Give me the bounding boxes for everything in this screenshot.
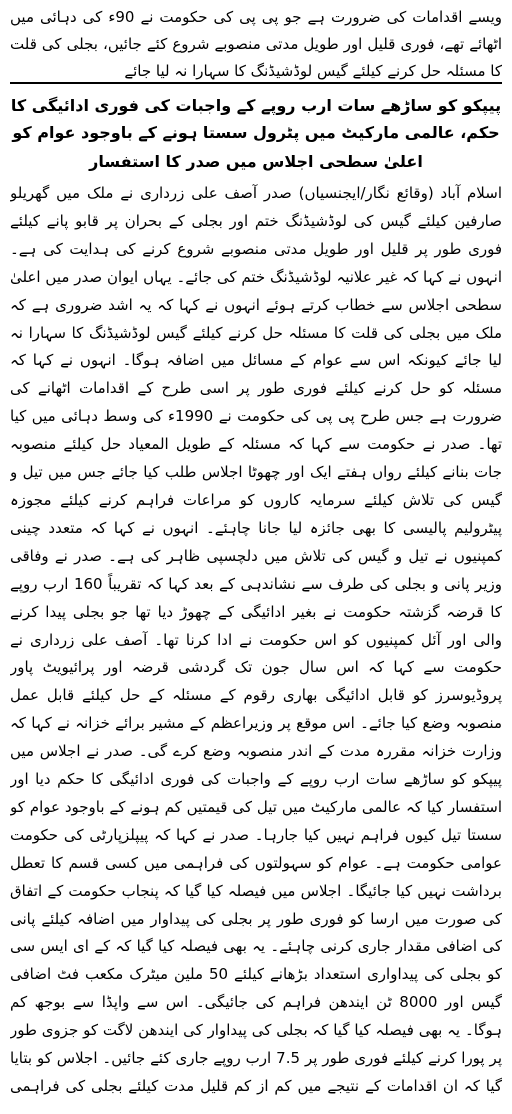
subheadline: اعلیٰ سطحی اجلاس میں صدر کا استفسار — [89, 152, 423, 171]
lead-paragraph: ویسے اقدامات کی ضرورت ہے جو پی پی کی حکومت نے 90ء کی دہائی میں اٹھائے تھے، فوری قلیل اور طویل مدتی منصوبے شروع کئے جائیں، بجلی کی قلت کا مسئلہ حل کرنے کیلئے گیس لوڈشیڈنگ کا سہارا نہ لیا جائے — [10, 8, 502, 80]
article-body — [10, 180, 502, 1098]
divider-rule — [10, 82, 502, 84]
headline: پیپکو کو ساڑھے سات ارب روپے کے واجبات کی فوری ادائیگی کا حکم، عالمی مارکیٹ میں پٹرول سستا ہونے کے باوجود عوام کو — [10, 96, 502, 142]
article-body-text: اسلام آباد (وقائع نگار/ایجنسیاں) صدر آصف علی زرداری نے ملک میں گھریلو صارفین کیلئے گیس کی لوڈشیڈنگ ختم اور بجلی کے بحران پر قابو پانے کیلئے فوری طور پر قلیل اور طویل مدتی منصوبے شروع کرنے کی ہدایت کی ہے۔ انہوں نے کہا کہ غیر علانیہ لوڈشیڈنگ ختم کی جائے۔ یہاں ایوان صدر میں اعلیٰ سطحی اجلاس سے خطاب کرتے ہوئے انہوں نے کہا کہ یہ اشد ضروری ہے کہ ملک میں بجلی کی قلت کا مسئلہ حل کرنے کیلئے گیس لوڈشیڈنگ کا سہارا نہ لیا جائے کیونکہ اس سے عوام کے مسائل میں اضافہ ہوگا۔ انہوں نے کہا کہ مسئلہ کو حل کرنے کیلئے فوری طور پر اسی طرح کے اقدامات اٹھانے کی ضرورت ہے جس طرح پی پی کی حکومت نے 1990ء کی وسط دہائی میں کیا تھا۔ صدر نے حکومت سے کہا کہ مسئلہ کے طویل المعیاد حل کیلئے منصوبہ جات بنانے کیلئے رواں ہفتے ایک اور چھوٹا اجلاس طلب کیا جائے جس میں تیل و گیس کی تلاش کیلئے سرمایہ کاروں کو مراعات فراہم کرنے کیلئے مجوزہ پیٹرولیم پالیسی کا بھی جائزہ لیا جانا چاہئے۔ انہوں نے کہا کہ متعدد چینی کمپنیوں نے تیل و گیس کی تلاش میں دلچسپی ظاہر کی ہے۔ صدر نے وفاقی وزیر پانی و بجلی کی طرف سے نشاندہی کے بعد کہا کہ تقریباً 160 ارب روپے کا قرضہ گزشتہ حکومت نے بغیر ادائیگی کے چھوڑ دیا تھا جو بجلی پیدا کرنے والی اور آئل کمپنیوں کو اس حکومت نے ادا کرنا تھا۔ آصف علی زرداری نے حکومت سے کہا کہ اس سال جون تک گردشی قرضہ اور پرائیویٹ پاور پروڈیوسرز کو قابل ادائیگی بھاری رقوم کے مسئلہ کے حل کیلئے قابل عمل منصوبہ وضع کیا جائے۔ اس موقع پر وزیراعظم کے مشیر برائے خزانہ نے کہا کہ وزارت خزانہ مقررہ مدت کے اندر منصوبہ وضع کرے گی۔ صدر نے اجلاس میں پیپکو کو ساڑھے سات ارب روپے کے واجبات کی فوری ادائیگی کا حکم دیا اور استفسار کیا کہ عالمی مارکیٹ میں تیل کی قیمتیں کم ہونے کے باوجود عوام کو سستا تیل کیوں فراہم نہیں کیا جارہا۔ صدر نے کہا کہ پیپلزپارٹی کی حکومت عوامی حکومت ہے۔ عوام کو سہولتوں کی فراہمی میں کسی قسم کا تعطل برداشت نہیں کیا جائیگا۔ اجلاس میں فیصلہ کیا گیا کہ پنجاب حکومت کے اتفاق کی صورت میں ارسا کو فوری طور پر بجلی کی پیداوار میں اضافہ کیلئے پانی کی اضافی مقدار جاری کرنی چاہئے۔ یہ بھی فیصلہ کیا گیا کہ کے ای ایس سی کو بجلی کی پیداواری استعداد بڑھانے کیلئے 50 ملین میٹرک مکعب فٹ اضافی گیس اور 8000 ٹن ایندھن فراہم کی جائیگی۔ اس سے واپڈا سے بوجھ کم ہوگا۔ یہ بھی فیصلہ کیا گیا کہ بجلی کی پیداوار کی ایندھن لاگت کو جزوی طور پر پورا کرنے کیلئے فوری طور پر 7.5 ارب روپے جاری کئے جائیں۔ اجلاس کو بتایا گیا کہ ان اقدامات کے نتیجے میں کم از کم قلیل مدت کیلئے بجلی کی فراہمی — [10, 184, 502, 1095]
